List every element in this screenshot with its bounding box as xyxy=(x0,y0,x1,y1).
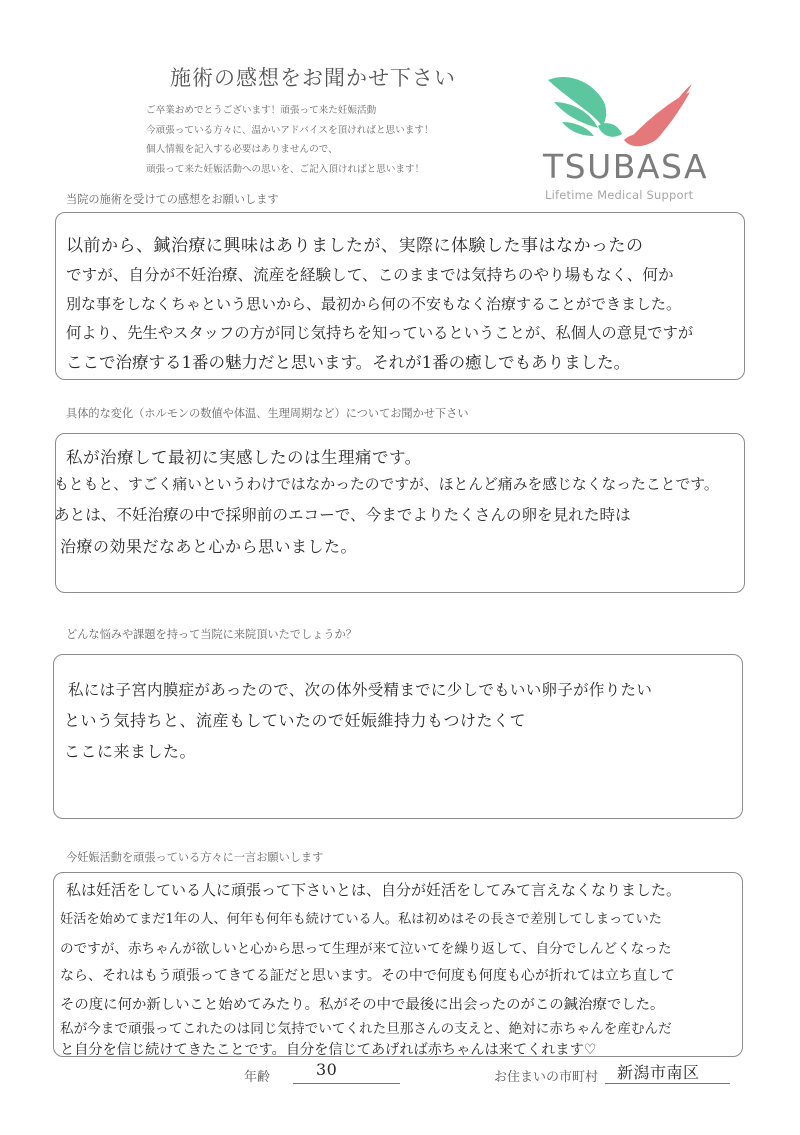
answer-line: 私が今まで頑張ってこれたのは同じ気持でいてくれた旦那さんの支えと、絶対に赤ちゃんを産むんだ xyxy=(60,1021,672,1037)
age-underline xyxy=(293,1083,400,1084)
answer-line: 妊活を始めてまだ1年の人、何年も何年も続けている人。私は初めはその長さで差別してしまっていた xyxy=(60,912,662,927)
answer-line: 私が治療して最初に実感したのは生理痛です。 xyxy=(66,448,422,467)
answer-line: という気持ちと、流産もしていたので妊娠維持力もつけたくて xyxy=(64,711,527,730)
question-label-concerns: どんな悩みや課題を持って当院に来院頂いたでしょうか？ xyxy=(66,628,357,641)
city-label: お住まいの市町村 xyxy=(494,1070,599,1085)
intro-line: 頑張って来た妊娠活動への思いを、ご記入頂ければと思います！ xyxy=(146,163,425,175)
answer-line: なら、それはもう頑張ってきてる証だと思います。その中で何度も何度も心が折れては立ち直して xyxy=(60,968,675,984)
answer-line: と自分を信じ続けてきたことです。自分を信じてあげれば赤ちゃんは来てくれます♡ xyxy=(60,1042,597,1058)
answer-line: ここに来ました。 xyxy=(64,742,197,761)
question-label-changes: 具体的な変化（ホルモンの数値や体温、生理周期など）についてお聞かせ下さい xyxy=(66,407,469,420)
city-value: 新潟市南区 xyxy=(617,1063,700,1082)
intro-line: 個人情報を記入する必要はありませんので、 xyxy=(146,144,338,155)
answer-line: のですが、赤ちゃんが欲しいと心から思って生理が来て泣いてを繰り返して、自分でしんどくなった xyxy=(60,941,672,957)
intro-text xyxy=(146,101,434,179)
logo-tagline: Lifetime Medical Support xyxy=(545,188,694,202)
age-value: 30 xyxy=(316,1060,338,1079)
answer-line: 何より、先生やスタッフの方が同じ気持ちを知っているということが、私個人の意見ですが xyxy=(66,324,694,342)
logo-wordmark: TSUBASA xyxy=(543,147,709,186)
answer-line: ここで治療する1番の魅力だと思います。それが1番の癒しでもありました。 xyxy=(66,353,631,372)
answer-line: もともと、すごく痛いというわけではなかったのですが、ほとんど痛みを感じなくなったことです。 xyxy=(54,476,719,493)
answer-line: ですが、自分が不妊治療、流産を経験して、このままでは気持ちのやり場もなく、何か xyxy=(66,266,674,284)
city-underline xyxy=(605,1083,730,1084)
answer-line: 以前から、鍼治療に興味はありましたが、実際に体験した事はなかったの xyxy=(66,236,644,256)
answer-line: 私には子宮内膜症があったので、次の体外受精までに少しでもいい卵子が作りたい xyxy=(68,681,653,699)
page-title: 施術の感想をお聞かせ下さい xyxy=(170,66,456,90)
question-label-message: 今妊娠活動を頑張っている方々に一言お願いします xyxy=(66,851,324,864)
answer-line: 治療の効果だなあと心から思いました。 xyxy=(60,537,358,556)
answer-line: 別な事をしなくちゃという思いから、最初から何の不安もなく治療することができました。 xyxy=(66,295,682,313)
answer-line: あとは、不妊治療の中で採卵前のエコーで、今までよりたくさんの卵を見れた時は xyxy=(54,506,631,524)
intro-line: ご卒業おめでとうございます！頑張って来た妊娠活動 xyxy=(146,105,377,116)
question-label-impressions: 当院の施術を受けての感想をお願いします xyxy=(66,193,279,206)
answer-line: その度に何か新しいこと始めてみたり。私がその中で最後に出会ったのがこの鍼治療でした。 xyxy=(60,997,665,1013)
age-label: 年齢 xyxy=(244,1070,271,1085)
intro-line: 今頑張っている方々に、温かいアドバイスを頂ければと思います！ xyxy=(146,124,434,136)
answer-line: 私は妊活をしている人に頑張って下さいとは、自分が妊活をしてみて言えなくなりました。 xyxy=(66,881,682,899)
